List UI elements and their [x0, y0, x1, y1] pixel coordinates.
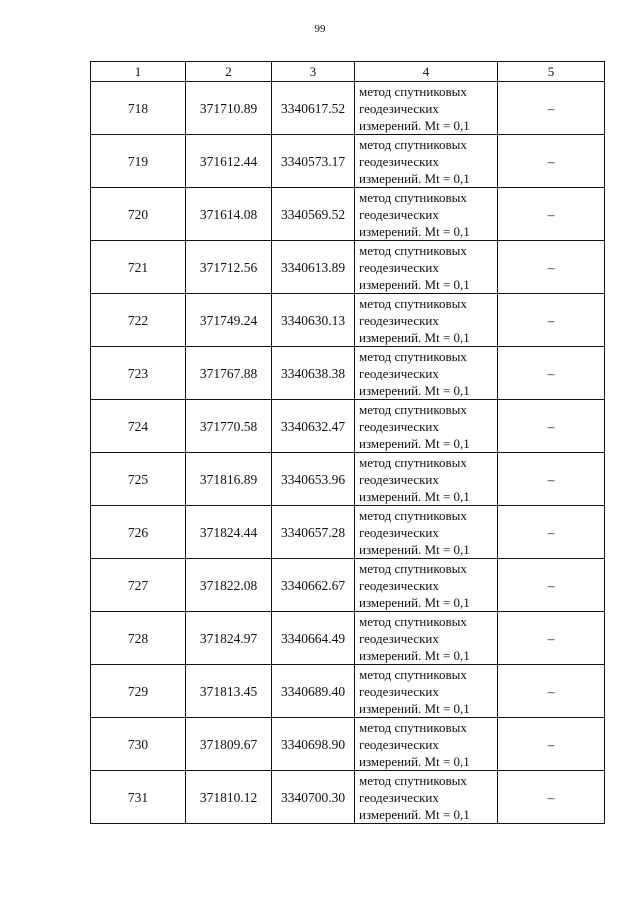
method-text-line: метод спутниковых [359, 189, 467, 205]
x-coordinate-cell: 371712.56 [186, 241, 272, 294]
point-number-cell: 725 [91, 453, 186, 506]
method-cell [355, 400, 498, 453]
note-cell: – [498, 453, 605, 506]
method-text-line: геодезических [359, 312, 439, 328]
table-header-row [91, 62, 605, 82]
method-text-line: метод спутниковых [359, 242, 467, 258]
column-header-4: 4 [355, 62, 498, 82]
point-number-cell: 730 [91, 718, 186, 771]
method-text-line: измерений. Mt = 0,1 [359, 488, 470, 504]
x-coordinate-cell: 371614.08 [186, 188, 272, 241]
column-header-1: 1 [91, 62, 186, 82]
x-coordinate-cell: 371813.45 [186, 665, 272, 718]
y-coordinate-cell: 3340653.96 [272, 453, 355, 506]
method-text-line: метод спутниковых [359, 348, 467, 364]
method-text-line: измерений. Mt = 0,1 [359, 753, 470, 769]
column-header-2: 2 [186, 62, 272, 82]
method-text-line: метод спутниковых [359, 560, 467, 576]
method-cell [355, 188, 498, 241]
method-text-line: измерений. Mt = 0,1 [359, 700, 470, 716]
note-cell: – [498, 771, 605, 824]
method-cell [355, 665, 498, 718]
table-row [91, 453, 605, 506]
note-cell: – [498, 665, 605, 718]
y-coordinate-cell: 3340662.67 [272, 559, 355, 612]
column-header-5: 5 [498, 62, 605, 82]
y-coordinate-cell: 3340573.17 [272, 135, 355, 188]
method-text-line: геодезических [359, 206, 439, 222]
method-text-line: измерений. Mt = 0,1 [359, 647, 470, 663]
method-text-line: метод спутниковых [359, 295, 467, 311]
method-text-line: геодезических [359, 736, 439, 752]
x-coordinate-cell: 371770.58 [186, 400, 272, 453]
method-cell [355, 135, 498, 188]
method-text-line: геодезических [359, 683, 439, 699]
note-cell: – [498, 718, 605, 771]
x-coordinate-cell: 371810.12 [186, 771, 272, 824]
method-text-line: метод спутниковых [359, 83, 467, 99]
x-coordinate-cell: 371710.89 [186, 82, 272, 135]
note-cell: – [498, 82, 605, 135]
table-row [91, 665, 605, 718]
note-cell: – [498, 506, 605, 559]
table-row [91, 347, 605, 400]
method-cell [355, 347, 498, 400]
method-text-line: геодезических [359, 259, 439, 275]
y-coordinate-cell: 3340613.89 [272, 241, 355, 294]
y-coordinate-cell: 3340632.47 [272, 400, 355, 453]
point-number-cell: 723 [91, 347, 186, 400]
page-number: 99 [314, 23, 326, 35]
y-coordinate-cell: 3340617.52 [272, 82, 355, 135]
method-text-line: геодезических [359, 577, 439, 593]
x-coordinate-cell: 371612.44 [186, 135, 272, 188]
method-text-line: геодезических [359, 471, 439, 487]
point-number-cell: 729 [91, 665, 186, 718]
y-coordinate-cell: 3340638.38 [272, 347, 355, 400]
method-text-line: метод спутниковых [359, 772, 467, 788]
method-text-line: измерений. Mt = 0,1 [359, 541, 470, 557]
x-coordinate-cell: 371816.89 [186, 453, 272, 506]
method-text-line: геодезических [359, 630, 439, 646]
column-header-3: 3 [272, 62, 355, 82]
table-row [91, 559, 605, 612]
method-text-line: метод спутниковых [359, 136, 467, 152]
point-number-cell: 726 [91, 506, 186, 559]
note-cell: – [498, 559, 605, 612]
method-cell [355, 453, 498, 506]
method-cell [355, 718, 498, 771]
table-row [91, 135, 605, 188]
method-text-line: измерений. Mt = 0,1 [359, 170, 470, 186]
point-number-cell: 728 [91, 612, 186, 665]
point-number-cell: 718 [91, 82, 186, 135]
table-row [91, 82, 605, 135]
coordinates-table [90, 61, 605, 824]
method-text-line: метод спутниковых [359, 507, 467, 523]
note-cell: – [498, 135, 605, 188]
table-row [91, 241, 605, 294]
method-text-line: геодезических [359, 789, 439, 805]
method-text-line: метод спутниковых [359, 666, 467, 682]
method-cell [355, 241, 498, 294]
y-coordinate-cell: 3340664.49 [272, 612, 355, 665]
method-text-line: измерений. Mt = 0,1 [359, 223, 470, 239]
note-cell: – [498, 294, 605, 347]
method-text-line: метод спутниковых [359, 454, 467, 470]
table-body [91, 82, 605, 824]
table-row [91, 718, 605, 771]
x-coordinate-cell: 371809.67 [186, 718, 272, 771]
point-number-cell: 727 [91, 559, 186, 612]
point-number-cell: 719 [91, 135, 186, 188]
method-text-line: геодезических [359, 524, 439, 540]
x-coordinate-cell: 371749.24 [186, 294, 272, 347]
method-text-line: метод спутниковых [359, 613, 467, 629]
y-coordinate-cell: 3340698.90 [272, 718, 355, 771]
method-cell [355, 559, 498, 612]
y-coordinate-cell: 3340700.30 [272, 771, 355, 824]
method-text-line: измерений. Mt = 0,1 [359, 276, 470, 292]
method-cell [355, 612, 498, 665]
y-coordinate-cell: 3340569.52 [272, 188, 355, 241]
point-number-cell: 720 [91, 188, 186, 241]
method-text-line: измерений. Mt = 0,1 [359, 594, 470, 610]
method-text-line: измерений. Mt = 0,1 [359, 117, 470, 133]
table-row [91, 506, 605, 559]
note-cell: – [498, 188, 605, 241]
table-row [91, 188, 605, 241]
x-coordinate-cell: 371767.88 [186, 347, 272, 400]
method-cell [355, 82, 498, 135]
point-number-cell: 722 [91, 294, 186, 347]
note-cell: – [498, 612, 605, 665]
method-cell [355, 771, 498, 824]
method-text-line: геодезических [359, 418, 439, 434]
y-coordinate-cell: 3340630.13 [272, 294, 355, 347]
method-text-line: геодезических [359, 365, 439, 381]
point-number-cell: 721 [91, 241, 186, 294]
method-text-line: измерений. Mt = 0,1 [359, 435, 470, 451]
method-text-line: измерений. Mt = 0,1 [359, 806, 470, 822]
method-text-line: геодезических [359, 100, 439, 116]
y-coordinate-cell: 3340657.28 [272, 506, 355, 559]
note-cell: – [498, 347, 605, 400]
point-number-cell: 731 [91, 771, 186, 824]
x-coordinate-cell: 371824.97 [186, 612, 272, 665]
x-coordinate-cell: 371822.08 [186, 559, 272, 612]
point-number-cell: 724 [91, 400, 186, 453]
table-row [91, 294, 605, 347]
note-cell: – [498, 400, 605, 453]
table-row [91, 400, 605, 453]
method-text-line: метод спутниковых [359, 719, 467, 735]
y-coordinate-cell: 3340689.40 [272, 665, 355, 718]
method-text-line: измерений. Mt = 0,1 [359, 329, 470, 345]
table-row [91, 612, 605, 665]
x-coordinate-cell: 371824.44 [186, 506, 272, 559]
table-row [91, 771, 605, 824]
method-cell [355, 506, 498, 559]
method-text-line: измерений. Mt = 0,1 [359, 382, 470, 398]
method-cell [355, 294, 498, 347]
method-text-line: метод спутниковых [359, 401, 467, 417]
note-cell: – [498, 241, 605, 294]
method-text-line: геодезических [359, 153, 439, 169]
